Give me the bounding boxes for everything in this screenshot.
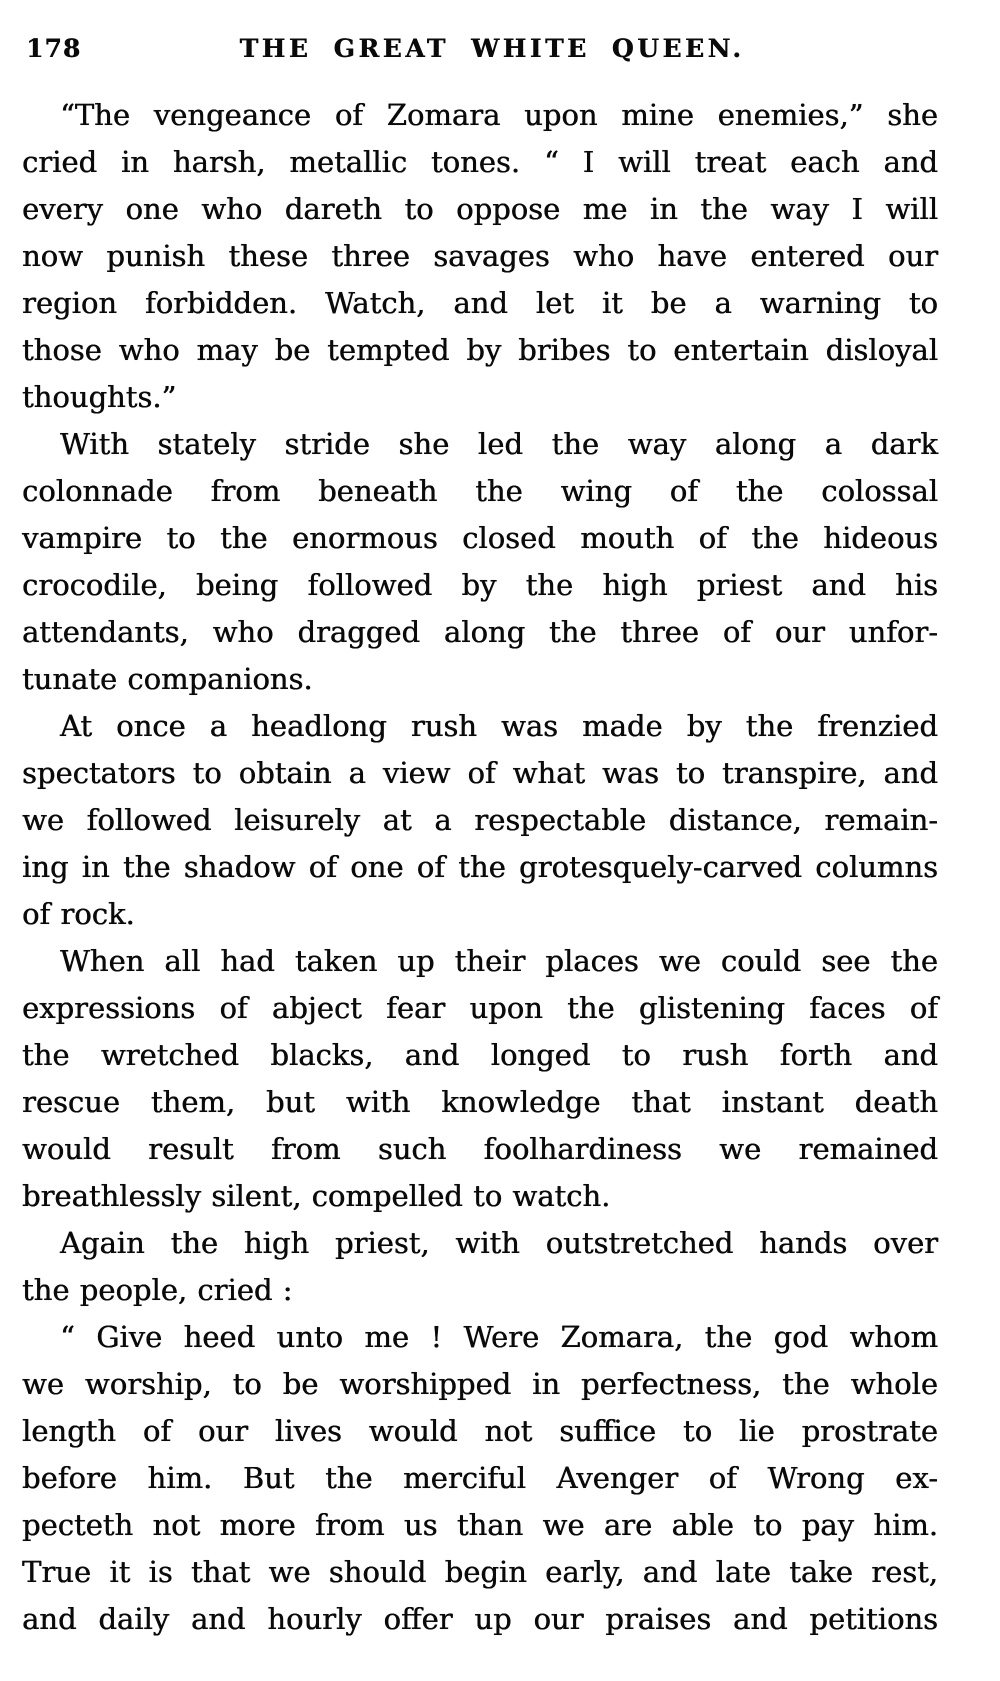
text-line: vampire to the enormous closed mouth of the hideous: [22, 521, 938, 555]
paragraph: [22, 92, 938, 421]
text-line: region forbidden. Watch, and let it be a warning to: [22, 286, 938, 320]
paragraph: [22, 938, 938, 1220]
text-line: we worship, to be worshipped in perfectness, the whole: [22, 1367, 938, 1401]
text-line: “ Give heed unto me ! Were Zomara, the god whom: [60, 1320, 938, 1354]
text-line: tunate companions.: [22, 662, 313, 696]
paragraph: [22, 1314, 938, 1643]
text-line: With stately stride she led the way along a dark: [60, 427, 938, 461]
running-header: [22, 33, 938, 65]
running-title: THE GREAT WHITE QUEEN.: [239, 34, 745, 63]
text-line: the people, cried :: [22, 1273, 293, 1307]
paragraph: [22, 421, 938, 703]
text-line: “The vengeance of Zomara upon mine enemies,” she: [60, 98, 938, 132]
text-line: Again the high priest, with outstretched hands over: [60, 1226, 938, 1260]
text-line: the wretched blacks, and longed to rush forth and: [22, 1038, 938, 1072]
text-line: now punish these three savages who have entered our: [22, 239, 938, 273]
text-line: When all had taken up their places we could see the: [60, 944, 938, 978]
text-line: length of our lives would not suffice to lie prostrate: [22, 1414, 938, 1448]
text-line: colonnade from beneath the wing of the colossal: [22, 474, 938, 508]
text-line: thoughts.”: [22, 380, 177, 414]
text-line: attendants, who dragged along the three of our unfor-: [22, 615, 938, 649]
text-line: those who may be tempted by bribes to entertain disloyal: [22, 333, 938, 367]
text-line: True it is that we should begin early, and late take rest,: [22, 1555, 938, 1589]
text-line: of rock.: [22, 897, 135, 931]
text-line: before him. But the merciful Avenger of Wrong ex-: [22, 1461, 938, 1495]
page-number: 178: [26, 34, 82, 63]
text-line: spectators to obtain a view of what was to transpire, and: [22, 756, 938, 790]
paragraph: [22, 703, 938, 938]
text-line: every one who dareth to oppose me in the way I will: [22, 192, 938, 226]
text-line: crocodile, being followed by the high priest and his: [22, 568, 938, 602]
text-line: ing in the shadow of one of the grotesquely-carved columns: [22, 850, 938, 884]
paragraph: [22, 1220, 938, 1314]
text-line: At once a headlong rush was made by the frenzied: [60, 709, 938, 743]
text-line: cried in harsh, metallic tones. “ I will treat each and: [22, 145, 938, 179]
text-line: we followed leisurely at a respectable distance, remain-: [22, 803, 938, 837]
text-line: and daily and hourly offer up our praises and petitions: [22, 1602, 938, 1636]
text-line: rescue them, but with knowledge that instant death: [22, 1085, 938, 1119]
page-body: [22, 92, 938, 1643]
text-line: expressions of abject fear upon the glistening faces of: [22, 991, 938, 1025]
text-line: pecteth not more from us than we are able to pay him.: [22, 1508, 938, 1542]
text-line: would result from such foolhardiness we remained: [22, 1132, 938, 1166]
text-line: breathlessly silent, compelled to watch.: [22, 1179, 611, 1213]
